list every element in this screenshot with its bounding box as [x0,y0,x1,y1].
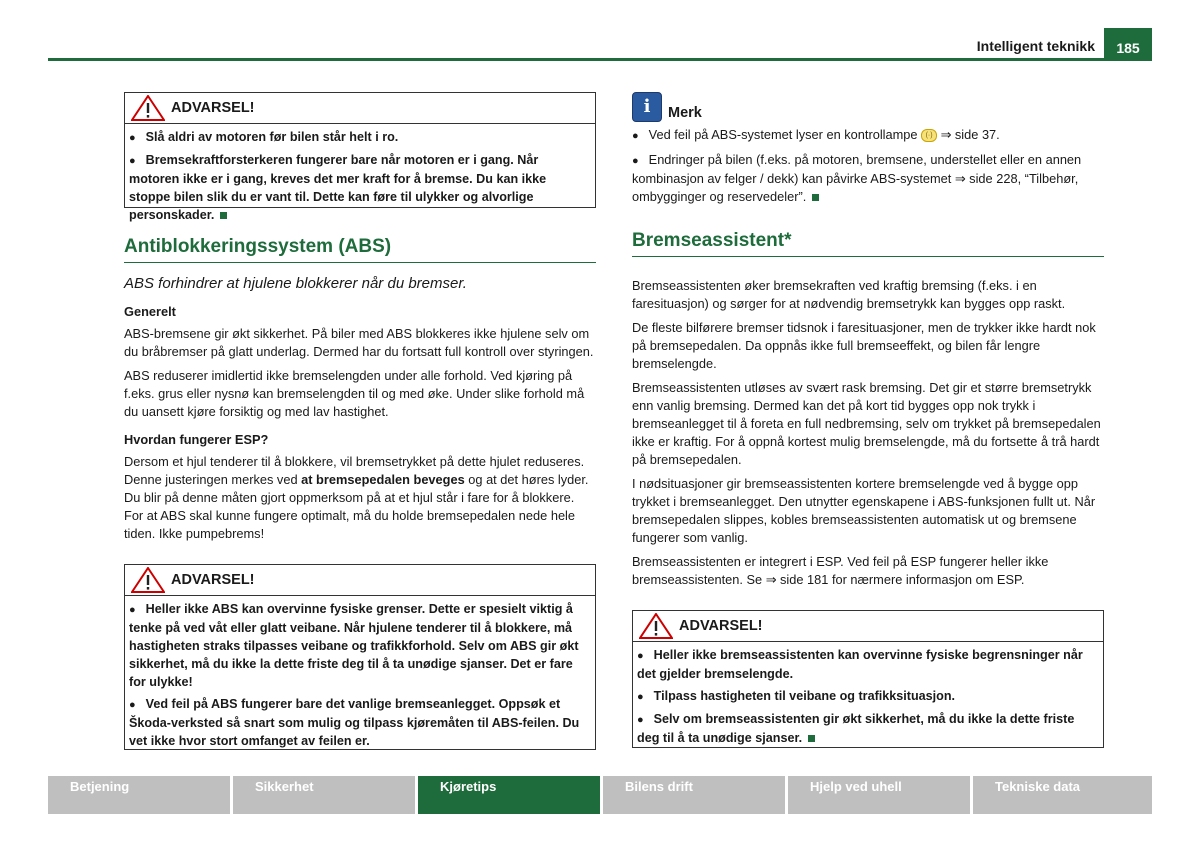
warning-item: ● Heller ikke ABS kan overvinne fysiske grenser. Dette er spesielt viktig å tenke på ved våt eller glatt veibane. Når hjulene tenderer til å blokkere, må hastigheten straks tilpasses veibane og trafikkforhold. Selv om ABS gir økt sikkerhet, må du ikke la dette friste deg til å ta unødige sjanser. Det er fare for ulykke! [129,600,589,691]
footer-tab-kjoretips[interactable]: Kjøretips [418,776,600,814]
right-column [632,232,1104,595]
warning-header [125,93,595,124]
heading-rule [632,256,1104,257]
warning-title: ADVARSEL! [171,572,255,588]
end-marker-icon [220,212,227,219]
warning-header [125,565,595,596]
paragraph: Bremseassistenten utløses av svært rask bremsing. Det gir et større bremsetrykk enn vanlig bremsing. Dermed kan det på kort tid bygges opp nok trykk i bremseanlegget til å foreta en full nedbremsing, selv om trykket på bremsepedalen ikke er kraftig. For å oppnå kortest mulig bremselengde, må du fortsette å trå hardt på bremsepedalen. [632,380,1101,467]
footer-tab-sikkerhet[interactable]: Sikkerhet [233,776,415,814]
paragraph: I nødsituasjoner gir bremseassistenten kortere bremselengde ved å bygge opp trykket i bremseanlegget. Den utnytter egenskapene i ABS-funksjonen fullt ut. Når bremsepedalen slippes, kobles bremseassistenten automatisk ut og bremsene fungerer som vanlig. [632,476,1096,545]
note-box [632,92,1102,212]
warning-box-abs [124,564,596,750]
abs-warning-lamp-icon: (·) [921,129,937,142]
page-number: 185 [1104,28,1152,61]
warning-header [633,611,1103,642]
note-title: Merk [668,105,702,121]
warning-item: ● Tilpass hastigheten til veibane og trafikksituasjon. [637,687,1097,706]
left-column [124,238,596,549]
warning-item: ● Bremsekraftforsterkeren fungerer bare når motoren er i gang. Når motoren ikke er i gang, kreves det mer kraft for å bremse. Du kan ikke stoppe bilen slik du er vant til. Dette kan føre til ulykker og alvorlige personskader. [129,151,589,224]
warning-triangle-icon [131,95,165,121]
note-item: ● Ved feil på ABS-systemet lyser en kontrollampe (·) ⇒ side 37. [632,126,1102,145]
warning-item: ● Slå aldri av motoren før bilen står helt i ro. [129,128,589,147]
warning-triangle-icon [639,613,673,639]
section-subtitle: ABS forhindrer at hjulene blokkerer når du bremser. [124,275,467,292]
end-marker-icon [808,735,815,742]
section-heading-abs: Antiblokkeringssystem (ABS) [124,236,392,257]
chapter-title: Intelligent teknikk [976,38,1095,54]
warning-title: ADVARSEL! [679,618,763,634]
subheading-general: Generelt [124,304,176,319]
paragraph: Bremseassistenten øker bremsekraften ved kraftig bremsing (f.eks. i en faresituasjon) og sørger for at nødvendig bremsetrykk kan bygges opp raskt. [632,278,1066,311]
section-heading-brake-assist: Bremseassistent* [632,230,792,251]
note-item: ● Endringer på bilen (f.eks. på motoren, bremsene, understellet eller en annen kombinasjon av felger / dekk) kan påvirke ABS-systemet ⇒ side 228, “Tilbehør, ombygginger og reservedeler”. [632,151,1102,206]
paragraph: De fleste bilførere bremser tidsnok i faresituasjoner, men de trykker ikke hardt nok på bremsepedalen. Da oppnås ikke full bremseeffekt, og bilen får lengre bremselengde. [632,320,1096,371]
warning-box-brake-servo [124,92,596,222]
paragraph: Bremseassistenten er integrert i ESP. Ved feil på ESP fungerer heller ikke bremseassistenten. Se ⇒ side 181 for nærmere informasjon om ESP. [632,554,1049,587]
footer-tab-tekniske-data[interactable]: Tekniske data [973,776,1152,814]
heading-rule [124,262,596,263]
paragraph: ABS reduserer imidlertid ikke bremselengden under alle forhold. Ved kjøring på f.eks. grus eller nysnø kan bremselengden til og med øke. Under slike forhold må du uansett kjøre forsiktig og med lav hastighet. [124,368,585,419]
end-marker-icon [812,194,819,201]
subheading-esp: Hvordan fungerer ESP? [124,432,269,447]
header-rule [48,58,1152,61]
paragraph: Dersom et hjul tenderer til å blokkere, vil bremsetrykket på dette hjulet reduseres. Denne justeringen merkes ved at bremsepedalen beveges og at det høres lyder. Du blir på denne måten gjort oppmerksom på at et hjul står i fare for å blokkere. For at ABS skal kunne fungere optimalt, må du holde bremsepedalen nede hele tiden. Ikke pumpebrems! [124,454,589,541]
warning-item: ● Ved feil på ABS fungerer bare det vanlige bremseanlegget. Oppsøk et Škoda-verksted så snart som mulig og tilpass kjøremåten til ABS-feilen. Du vet ikke hvor stort omfanget av feilen er. [129,695,589,750]
warning-item: ● Selv om bremseassistenten gir økt sikkerhet, må du ikke la dette friste deg til å ta unødige sjanser. [637,710,1097,747]
paragraph: ABS-bremsene gir økt sikkerhet. På biler med ABS blokkeres ikke hjulene selv om du bråbremser på glatt underlag. Dermed har du fortsatt full kontroll over styringen. [124,326,594,359]
warning-title: ADVARSEL! [171,100,255,116]
warning-triangle-icon [131,567,165,593]
footer-tab-hjelp-ved-uhell[interactable]: Hjelp ved uhell [788,776,970,814]
warning-item: ● Heller ikke bremseassistenten kan overvinne fysiske begrensninger når det gjelder bremselengde. [637,646,1097,683]
footer-tab-bilens-drift[interactable]: Bilens drift [603,776,785,814]
warning-box-brake-assist [632,610,1104,748]
footer-tab-betjening[interactable]: Betjening [48,776,230,814]
info-icon: i [632,92,662,122]
